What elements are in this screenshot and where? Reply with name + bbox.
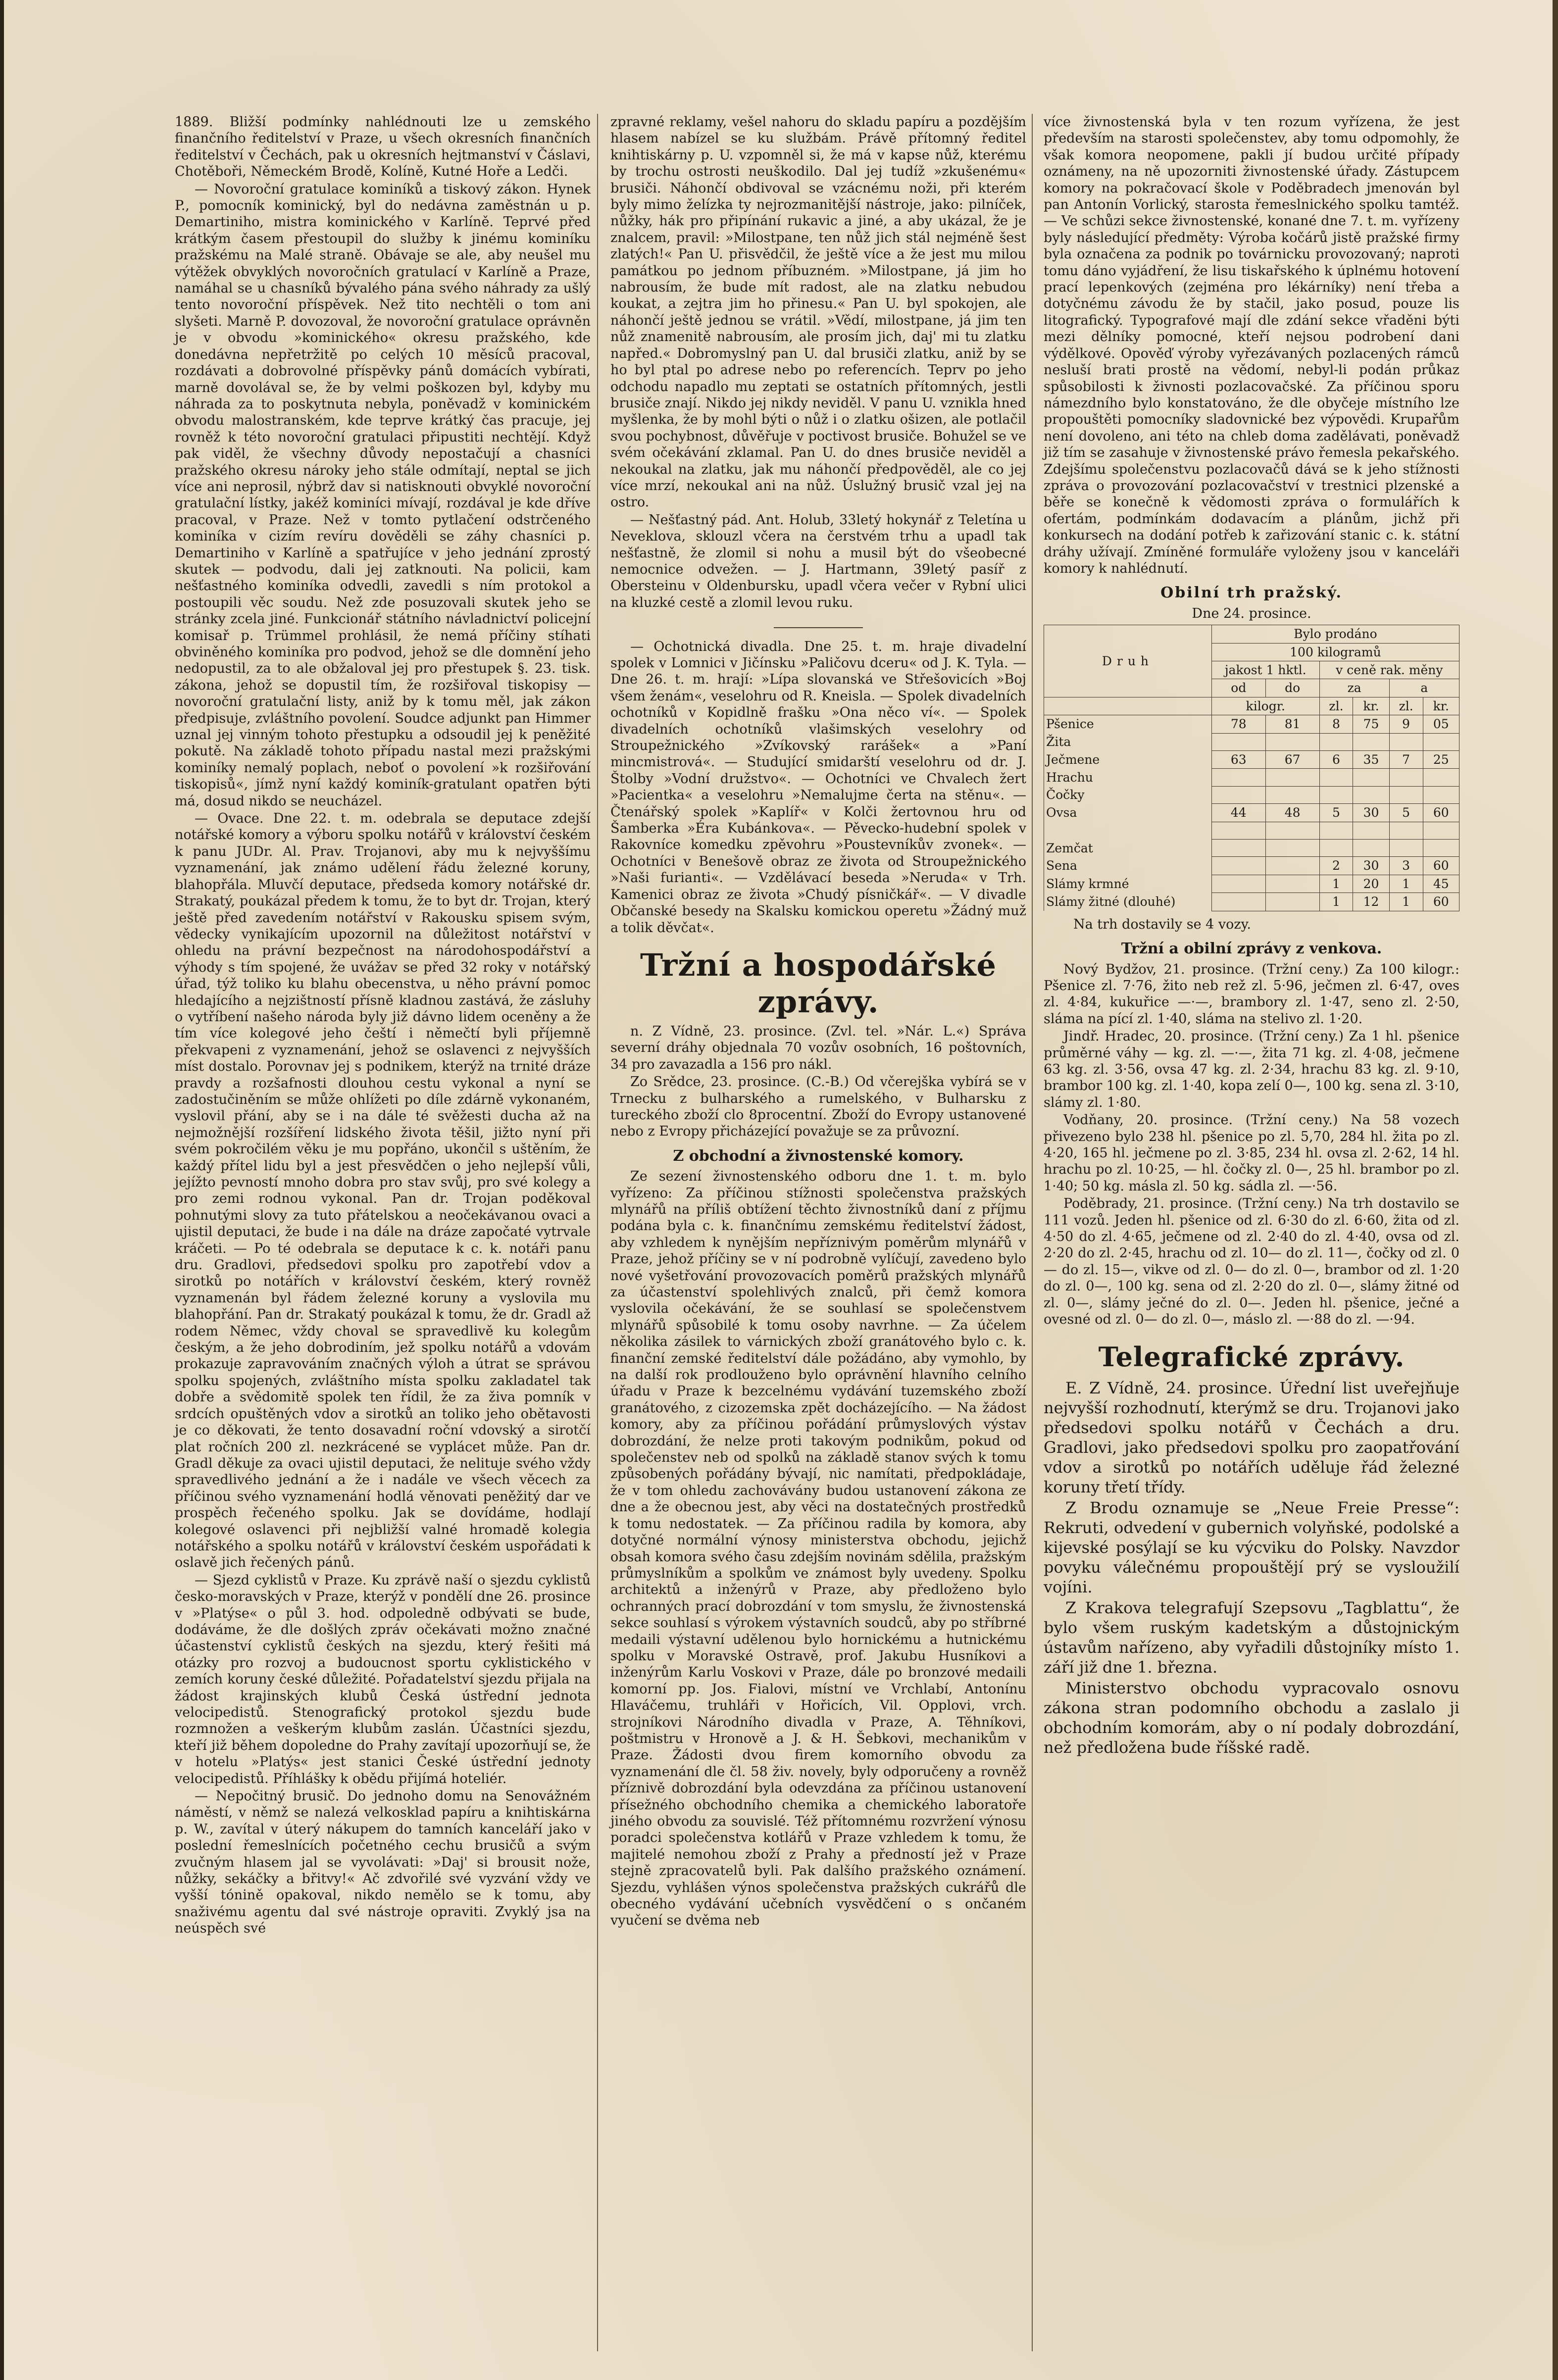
table-row: Zemčat bbox=[1044, 840, 1459, 857]
market-novy-bydzov: Nový Bydžov, 21. prosince. (Tržní ceny.) Za 100 kilogr.: Pšenice zl. 7·76, žito neb rež zl. 5·96, ječmen zl. 6·47, oves zl. 4·84, kukuřice —·—, brambory zl. 1·47, seno zl. 2·50, sláma na pící zl. 1·40, sláma na stelivo zl. 1·20. bbox=[1044, 961, 1459, 1027]
grain-market-title: Obilní trh pražský. bbox=[1160, 584, 1343, 602]
country-market-title: Tržní a obilní zprávy z venkova. bbox=[1121, 940, 1382, 958]
table-row: Žita bbox=[1044, 733, 1459, 750]
grain-wagons-note: Na trh dostavily se 4 vozy. bbox=[1073, 916, 1251, 932]
article-nestastny-pad: — Nešťastný pád. Ant. Holub, 33letý hokynář z Teletína u Neveklova, sklouzl včera na čerstvém trhu a upadl tak nešťastně, že zlomil si nohu a musil být do všeobecné nemocnice odvežen. — J. Hartmann, 39letý pasíř z Obersteinu v Oldenbursku, upadl včera večer v Rybní ulici na kluzké cestě a zlomil levou ruku. bbox=[610, 512, 1026, 610]
article-brusic: — Nepočitný brusič. Do jednoho domu na Senovážném náměstí, v němž se nalezá velkosklad papíru a knihtiskárna p. W., zavítal v úterý nákupem do tamních kanceláří jako v poslední řemeslnících početného cechu brusičů a svým zvučným hlasem jal se vyvolávati: »Daj' si brousit nože, nůžky, sekáčky a břitvy!« Ač zdvořilé své vyzvání vždy ve vyšší tónině opakoval, nikdo nemělo se k tomu, aby snaživému agentu dal své nástroje opraviti. Zvyklý jsa na neúspěch své bbox=[175, 1788, 591, 1936]
column-rule bbox=[1032, 114, 1033, 2351]
column-2 bbox=[610, 114, 1026, 1930]
table-header-jakost: jakost 1 hktl. bbox=[1211, 661, 1319, 679]
article-kominici: — Novoroční gratulace kominíků a tiskový zákon. Hynek P., pomocník kominický, byl do nedávna zaměstnán u p. Demartiniho, mistra kominického v Karlíně. Teprvé před krátkým časem přestoupil do služby k jinému kominíku pražskému na Malé straně. Obávaje se ale, aby neušel mu výtěžek obvyklých novoročních gratulací v Karlíně a Praze, namáhal se u chasníků bývalého pána svého náhrady za ušlý tento novoroční příspěvek. Než tito nechtěli o tom ani slyšeti. Marně P. dovozoval, že novoroční gratulace oprávněn je v obvodu »kominického« okresu pražského, kde donedávna nepřetržitě po celých 10 měsíců pracoval, rozdávati a dobrovolné příspěvky pánů domácích vybírati, marně dovolával se, že by velmi poškozen byl, kdyby mu náhrada za to poskytnuta nebyla, poněvadž v kominickém obvodu malostranském, kde teprve krátký čas pracuje, jej rovněž k této novoroční gratulaci připustiti nechtějí. Když pak viděl, že všechny důvody nepostačují a chasníci pražského okresu nároky jeho stále odmítají, neptal se jich více ani neprosil, nýbrž dav si natisknouti obvyklé novoroční gratulační lístky, jakéž kominíci mívají, rozdával je kde dříve pracoval, v Praze. Než v tomto pytlačení odstrčeného kominíka v cizím revíru dověděli se záhy chasníci p. Demartiniho v Karlíně a spatřujíce v jeho jednání zprostý skutek — podvodu, dali jej zatknouti. Na policii, kam nešťastného kominíka odvedli, zavedli s ním protokol a postoupili věc soudu. Než zde posuzovali skutek jeho se stránky zcela jiné. Funkcionář státního návladnictví policejní komisař p. Trümmel prohlásil, že nemá příčiny stíhati obviněného kominíka pro podvod, jehož se dle domnění jeho nedopustil, za to ale obžaloval jej pro přestupek §. 23. tisk. zákona, jehož se dopustil tím, že rozšiřoval tiskopisy — novoroční gratulační listy, aniž by k tomu měl, jak zákon předpisuje, zvláštního povolení. Soudce adjunkt pan Himmer uznal jej vinným tohoto přestupku a odsoudil jej k peněžité pokutě. Na základě tohoto případu nastal mezi pražskými kominíky nemalý poplach, neboť o povolení »k rozšiřování tiskopisů«, jímž nyní každý kominík-gratulant opatřen býti má, dosud nikdo se neucházel. bbox=[175, 181, 591, 809]
telegraph-item: Ministerstvo obchodu vypracovalo osnovu zákona stran podomního obchodu a zaslalo ji obchodním komorám, aby o ní podaly dobrozdání, než předložena bude říšské radě. bbox=[1044, 1679, 1459, 1757]
chamber-section-title: Z obchodní a živnostenské komory. bbox=[673, 1147, 964, 1165]
table-row: Hrachu bbox=[1044, 769, 1459, 786]
table-header-kilogr: kilogr. bbox=[1211, 697, 1319, 715]
section-divider bbox=[610, 616, 1026, 632]
table-row: Ovsa 44 48 5 30 5 60 bbox=[1044, 804, 1459, 822]
column-1 bbox=[175, 114, 591, 1938]
column-rule bbox=[597, 114, 598, 2351]
table-row: Ječmene 63 67 6 35 7 25 bbox=[1044, 751, 1459, 769]
table-header-bylo: Bylo prodáno bbox=[1211, 625, 1459, 643]
table-row: Čočky bbox=[1044, 786, 1459, 803]
table-header-100kg: 100 kilogramů bbox=[1211, 643, 1459, 661]
telegraph-item: E. Z Vídně, 24. prosince. Úřední list uveřejňuje nejvyšší rozhodnutí, kterýmž se dru. Trojanovi jako předsedovi spolku notářů v Čechách a dru. Gradlovi, jako předsedovi spolku pro zaopatřování vdov a sirotků po notářích uděluje řád železné koruny třetí třídy. bbox=[1044, 1379, 1459, 1497]
article-paragraph: 1889. Bližší podmínky nahlédnouti lze u zemského finančního ředitelství v Praze, u všech okresních finančních ředitelství v Čechách, pak u okresních hejtmanství v Čáslavi, Chotěboři, Německém Brodě, Kolíně, Kutné Hoře a Ledči. bbox=[175, 114, 591, 180]
table-row: Pšenice 78 81 8 75 9 05 bbox=[1044, 715, 1459, 733]
telegraph-news bbox=[1044, 1378, 1459, 1757]
telegraph-item: Z Krakova telegrafují Szepsovu „Tagblattu“, že bylo všem ruským kadetským a důstojnickým ústavům nařízeno, aby vyřadili důstojníky místo 1. září již dne 1. března. bbox=[1044, 1598, 1459, 1677]
table-header-do: do bbox=[1265, 679, 1319, 697]
table-header-cena: v ceně rak. měny bbox=[1319, 661, 1459, 679]
table-spacer bbox=[1044, 697, 1212, 715]
table-header-druh: Druh bbox=[1044, 625, 1212, 697]
table-header-za: za bbox=[1319, 679, 1389, 697]
newspaper-page bbox=[4, 0, 1553, 2380]
market-jindr-hradec: Jindř. Hradec, 20. prosince. (Tržní ceny.) Za 1 hl. pšenice průměrné váhy — kg. zl. —·—, žita 71 kg. zl. 4·08, ječmene 63 kg. zl. 3·56, ovsa 47 kg. zl. 2·34, hrachu 83 kg. zl. 9·10, brambor 100 kg. zl. 1·40, kopa zelí 0—, 100 kg. sena zl. 3·10, slámy zl. 1·80. bbox=[1044, 1029, 1459, 1110]
telegraph-section-title: Telegrafické zprávy. bbox=[1098, 1341, 1405, 1373]
grain-market-date: Dne 24. prosince. bbox=[1192, 605, 1311, 621]
table-spacer-row bbox=[1044, 822, 1459, 839]
article-ovace: — Ovace. Dne 22. t. m. odebrala se deputace zdejší notářské komory a výboru spolku notářů v království českém k panu JUDr. Al. Prav. Trojanovi, aby mu k nejvyššímu vyznamenání, jak známo udělení řádu železné koruny, blahopřála. Mluvčí deputace, předseda komory notářské dr. Strakatý, poukázal předem k tomu, že to byt dr. Trojan, který ještě před zavedením notářství v Rakousku spisem svým, vědecky vynikajícím upozornil na důležitost notářství v ohledu na právní bezpečnost na národohospodářství a výhody s tím spojené, že uvážav se před 32 roky v notářský úřad, týž toliko ku blahu obecenstva, u něho právní pomoc hledajícího a nejzištností přísně kladnou zastává, že zásluhy o vytříbení našeho národa byly již dávno lidem oceněny a že tím více kolegové jeho čeští i němečtí byli příjemně překvapeni z vyznamenání, jehož se oslavenci z nejvyšších míst dostalo. Porovnav jej s podnikem, kterýž na trnité dráze pravdy a rozšafnosti dlouhou cestu vykonal a nyní se zadostučiněním se může ohlížeti po díle zdárně vykonaném, vyslovil přání, aby se i na dále té svěžesti ducha až na nejmožnější rozšíření lidského života těšil, jižto nyní při svém pokročilém věku je mu popřáno, ukončil s uštěním, že každý přítel lidu byl a jest přesvědčen o jeho nejlepší vůli, jejížto pevností mnoho dobra pro stav svůj, pro své kolegy a pro zemi rodnou vykonal. Pan dr. Trojan poděkoval pohnutými slovy za tuto přátelskou a neočekávanou ovaci a ujistil deputaci, že bude i na dále na dráze započaté vytrvale kráčeti. — Po té odebrala se deputace k c. k. notáři panu dru. Gradlovi, předsedovi spolku pro zapotřebí vdov a sirotků po notářích v království českém, který rovněž vyznamenán byl řádem železné koruny a vyslovila mu blahopřání. Pan dr. Strakatý poukázal k tomu, že dr. Gradl až rodem Němec, vždy choval se spravedlivě ku kolegům českým, a že jeho dobrodiním, jež spolku notářů a vdovám prokazuje zapravováním značných výloh a útrat se správou spolku spojených, zvláštního místa spolku zakladatel tak dobře a svědomitě spolek ten řídil, že za živa pomník v srdcích opuštěných vdov a sirotků an toliko jeho obětavosti je co děkovati, že tento dosavadní roční vdovský a sirotčí plat ročních 200 zl. nezkrácené se vyplácet může. Pan dr. Gradl děkuje za ovaci ujistil deputaci, že nelituje svého vždy spravedlivého jednání a že i nadále ve všech věcech za příčinou svého vyznamenání hodlá věnovati peněžitý dar ve prospěch řečeného spolku. Jak se dovídáme, hodlají kolegové oslavenci při nejbližší valné hromadě kolegia notářského a spolku notářů v království českém uspořádati k oslavě jich řečených pánů. bbox=[175, 811, 591, 1571]
table-row: Slámy žitné (dlouhé) 1 12 1 60 bbox=[1044, 893, 1459, 911]
article-brusic-cont: zpravné reklamy, vešel nahoru do skladu papíru a pozdějším hlasem nabízel se ku službám. Právě přítomný ředitel knihtiskárny p. U. vzpomněl si, že má v kapse nůž, kterému by trochu ostrosti neuškodilo. Dal jej tudíž »zkušenému« brusiči. Náhončí obdivoval se vzácnému noži, při kterém byly mimo želízka ty nejrozmanitější nástroje, jako: pilníček, nůžky, hák pro připínání rukavic a jiné, a aby ukázal, že je znalcem, pravil: »Milostpane, ten nůž jich stál nejméně šest zlatých!« Pan U. přisvědčil, že ještě více a že jest mu milou památkou po jednom příbuzném. »Milostpane, já jim ho nabrousím, že bude mít radost, ale na zlatku nebudou koukat, a zejtra jim ho přinesu.« Pan U. byl spokojen, ale náhončí ještě jednou se vrátil. »Vědí, milostpane, já jim ten nůž znamenitě nabrousím, ale prosím jich, daj' mi tu zlatku napřed.« Dobromyslný pan U. dal brusiči zlatku, aniž by se ho byl ptal po adrese nebo po referencích. Teprv po jeho odchodu napadlo mu zeptati se ostatních přítomných, jestli brusiče znají. Nikdo jej nikdy neviděl. V panu U. vznikla hned myšlenka, že by mohl býti o nůž i o zlatku ošizen, ale potlačil svou pochybnost, důvěřuje v poctivost brusiče. Bohužel se ve svém očekávání zklamal. Pan U. do dnes brusiče neviděl a nekoukal na zlatku, jak mu náhončí předpověděl, ale co jej více mrzí, nekoukal ani na nůž. Úslužný brusič vzal jej na ostro. bbox=[610, 114, 1026, 510]
table-row: Slámy krmné 1 20 1 45 bbox=[1044, 875, 1459, 892]
article-ochotnicka-divadla: — Ochotnická divadla. Dne 25. t. m. hraje divadelní spolek v Lomnici v Jičínsku »Paličovu dceru« od J. K. Tyla. — Dne 26. t. m. hrají: »Lípa slovanská ve Střešovicích »Boj všem ženám«, veselohru od R. Kneisla. — Spolek divadelních ochotníků v Kopidlně frašku »Ona něco ví«. — Spolek divadelních ochotníků vlašimských veselohry od Stroupežnického »Zvíkovský rarášek« a »Paní mincmistrová«. — Studující smidarští veselohru od dr. J. Štolby »Vodní družstvo«. — Ochotníci ve Chvalech žert »Pacientka« a veselohru »Nemalujme čerta na stěnu«. — Čtenářský spolek »Kaplíř« v Kolči žertovnou hru od Šamberka »Éra Kubánkova«. — Pěvecko-hudební spolek v Rakovníce komedku zpěvohru »Poustevníkův zvonek«. — Ochotníci v Benešově obraz ze života od Stroupežnického »Naši furianti«. — Vzdělávací beseda »Neruda« v Trh. Kamenici obraz ze života »Chudý písničkář«. — V divadle Občanské besedy na Skalsku komickou operetu »Žádný muž a tolik děvčat«. bbox=[610, 639, 1026, 936]
chamber-report-cont: více živnostenská byla v ten rozum vyřízena, že jest především na starosti společenstev, aby tomu odpomohly, že však komora neopomene, pakli jí budou určité případy oznámeny, na ně upozorniti živnostenské úřady. Zástupcem komory na pokračovací škole v Poděbradech jmenován byl pan Antonín Vorlický, starosta řemeslnického spolku tamtéž. — Ve schůzi sekce živnostenské, konané dne 7. t. m. vyřízeny byly následující předměty: Výroba kočárů jistě pražské firmy byla označena za podnik po továrnicku provozovaný; naproti tomu dáno vyjádření, že lisu tiskařského k úplnému hotovení prací lepenkových (zejména pro lékárníky) není třeba a dotyčnému závodu že by stačil, jako posud, pouze lis litografický. Typografové mají dle zdání sekce vřaděni býti mezi dělníky pomocné, kteří nejsou podrobení dani výdělkové. Opověď výroby vyřezávaných pozlacených rámců nesluší brati prostě na vědomí, nebyl-li podán průkaz spůsobilosti k živnosti pozlacovačské. Za příčinou sporu námezdního bylo konstatováno, že dle obyčeje místního lze propouštěti pomocníky sladovnické bez výpovědi. Krupařům není dovoleno, ani této na chleb doma zadělávati, poněvadž již tím se zasahuje v živnostenské právo řemesla pekařského. Zdejšímu společenstvu pozlacovačů dává se k jeho stížnosti zpráva o provozování pozlacovačství v trestnici plzenské a běře se konečně k vědomosti zpráva o formulářích k ofertám, podmínkám dodavacím a plánům, jichž při konkursech na dodání potřeb k zařizování stanic c. k. státní dráhy užívají. Zmíněné formuláře vyloženy jsou v kanceláři komory k nahlédnutí. bbox=[1044, 114, 1459, 576]
telegraph-item: Z Brodu oznamuje se „Neue Freie Presse“: Rekruti, odvedení v gubernich volyňské, podolské a kijevské posýlají se ku výcviku do Polsky. Navzdor povyku válečnému propouštějí prý se vysloužilí vojíni. bbox=[1044, 1498, 1459, 1597]
market-section-title: Tržní a hospodářské zprávy. bbox=[640, 946, 997, 1020]
column-3 bbox=[1044, 114, 1459, 1758]
table-header-kr: kr. bbox=[1353, 697, 1389, 715]
table-header-od: od bbox=[1211, 679, 1265, 697]
table-header-zl: zl. bbox=[1319, 697, 1353, 715]
grain-price-table bbox=[1044, 625, 1459, 911]
table-header-zl: zl. bbox=[1389, 697, 1423, 715]
market-vodnany: Vodňany, 20. prosince. (Tržní ceny.) Na 58 vozech přivezeno bylo 238 hl. pšenice po zl. 5,70, 284 hl. žita po zl. 4·20, 165 hl. ječmene po zl. 3·85, 234 hl. ovsa zl. 2·62, 14 hl. hrachu po zl. 10·25, — hl. čočky zl. 0—, 25 hl. brambor po zl. 1·40; 50 kg. másla zl. 50 kg. sádla zl. —·56. bbox=[1044, 1112, 1459, 1194]
binding-spine bbox=[0, 0, 4, 2380]
table-header-kr: kr. bbox=[1423, 697, 1459, 715]
table-header-a: a bbox=[1389, 679, 1459, 697]
table-row: Sena 2 30 3 60 bbox=[1044, 857, 1459, 875]
market-sofia: Zo Srědce, 23. prosince. (C.-B.) Od včerejška vybírá se v Trnecku z bulharského a rumelského, v Bulharsku z tureckého zboží clo 8procentní. Zboží do Evropy ustanovené nebo z Evropy přicházející považuje se za průvozní. bbox=[610, 1074, 1026, 1140]
market-podebrady: Poděbrady, 21. prosince. (Tržní ceny.) Na trh dostavilo se 111 vozů. Jeden hl. pšenice od zl. 6·30 do zl. 6·60, žita od zl. 4·50 do zl. 4·65, ječmene od zl. 2·40 do zl. 4·40, ovsa od zl. 2·20 do zl. 2·45, hrachu od zl. 10— do zl. 11—, čočky od zl. 0— do zl. 15—, vikve od zl. 0— do zl. 0—, brambor od zl. 1·20 do zl. 0—, 100 kg. sena od zl. 2·20 do zl. 0—, slámy žitné od zl. 0—, slámy ječné do zl. 0—. Jeden hl. pšenice, ječné a ovesné od zl. 0— do zl. 0—, máslo zl. —·88 do zl. —·94. bbox=[1044, 1196, 1459, 1328]
article-sjezd-cyklistu: — Sjezd cyklistů v Praze. Ku zprávě naší o sjezdu cyklistů česko-moravských v Praze, kterýž v pondělí dne 26. prosince v »Platýse« o půl 3. hod. odpoledně odbývati se bude, dodáváme, že dle došlých zpráv očekávati možno značné účastenství cyklistů českých na sjezdu, který řešiti má otázky pro rozvoj a budoucnost sportu cyklistického v zemích koruny české důležité. Pořadatelství sjezdu přijala na žádost krajinských klubů Česká ústřední jednota velocipedistů. Stenografický protokol sjezdu bude rozmnožen a veškerým klubům zaslán. Účastníci sjezdu, kteří již během dopoledne do Prahy zavítají upozorňují se, že v hotelu »Platýs« jest stanici České ústřední jednoty velocipedistů. Příhlášky k obědu přijímá hoteliér. bbox=[175, 1572, 591, 1786]
market-vienna: n. Z Vídně, 23. prosince. (Zvl. tel. »Nár. L.«) Správa severní dráhy objednala 70 vozův osobních, 16 poštovních, 34 pro zavazadla a 156 pro nákl. bbox=[610, 1023, 1026, 1072]
chamber-report: Ze sezení živnostenského odboru dne 1. t. m. bylo vyřízeno: Za příčinou stížnosti společenstva pražských mlynářů na příliš obtížení těchto živnostníků daní z příjmu podána byla c. k. finančnímu zemskému ředitelství žádost, aby vzhledem k nynějším nepříznivým poměrům mlynářů v Praze, jehož příčiny se v ní podrobně vylíčují, zavedeno bylo nové vyšetřování provozovacích poměrů pražských mlynářů za účastenství spolehlivých znalců, při čemž komora vyslovila očekávání, že se souhlasí se společenstvem mlynářů spůsobilé k tomu osoby navrhne. — Za účelem několika zásilek to várnických zboží granátového bylo c. k. finanční zemské ředitelství dále požádáno, aby vymohlo, by na další rok prodlouženo bylo oprávnění hlavního celního úřadu v Praze k bezcelnému vydávání tuzemského zboží granátového, z cizozemska zpět docházejícího. — Na žádost komory, aby za příčinou pořádání průmyslových výstav dobrozdání, že nelze proti takovým podnikům, pokud od společenstev neb od spolků na základě stanov svých k tomu způsobených pořádány bývají, nic namítati, předpokládaje, že v tom ohledu zachovávány budou ustanovení zákona ze dne a že obecnou jest, aby věci na dostatečných prostředků k tomu nedostatek. — Za příčinou radila by komora, aby dotyčné normální výnosy ministerstva obchodu, jejichž obsah komora svého času zdejším novinám sdělila, pražským průmyslníkům a spolkům ve známost byly uvedeny. Spolku architektů a inženýrů v Praze, aby předloženo bylo ochranných prací dobrozdání v tom smyslu, že živnostenská sekce souhlasí s výrokem výstavních soudců, aby po stříbrné medaili výstavní udělenou bylo hornickému a hutnickému spolku v Moravské Ostravě, prof. Jakubu Husníkovi a inženýrům Karlu Voskovi v Praze, dále po bronzové medaili komorní pp. Jos. Fialovi, místní ve Vrchlabí, Antonínu Hlaváčemu, truhláři v Hořicích, Vil. Opplovi, vrch. strojníkovi Národního divadla v Praze, A. Těhníkovi, poštmistru v Hronově a J. & H. Šebkovi, mechanikům v Praze. Žádosti dvou firem komorního obvodu za vyznamenání dle čl. 58 živ. novely, byly odporučeny a rovněž příznivě dobrozdání byla odevzdána za příčinou ustanovení přísežného obchodního chemika a chemického laboratoře jiného obvodu za souvislé. Též přítomnému rozvržení výnosu poradci společenstva kotlářů v Praze vzhledem k tomu, že majitelé nemohou zboží z Prahy a předností jež v Praze stejně zpracovatelů byli. Pak dalšího pražského oznámení. Sjezdu, vyhlášen výnos společenstva pražských cukrářů dle obecného vydávání učebních vysvědčení o s ončaném vyučení se dvěma neb bbox=[610, 1169, 1026, 1929]
